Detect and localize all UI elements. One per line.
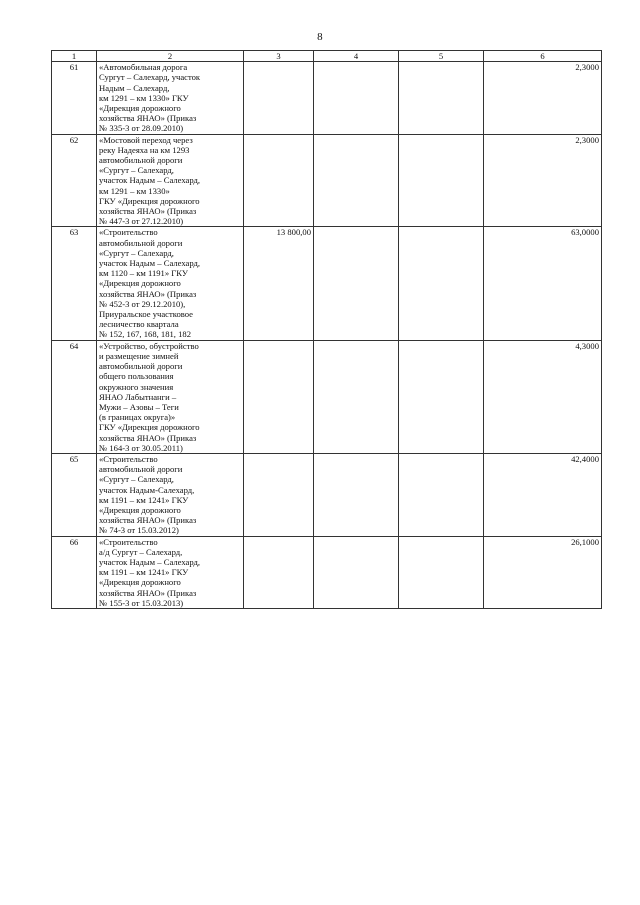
value-cell: 42,4000 bbox=[484, 453, 602, 536]
description-cell: «Устройство, обустройство и размещение зимней автомобильной дороги общего пользования окружного значения ЯНАО Лабытнанги – Мужи – Азовы – Теги (в границах округа)» ГКУ «Дирекция дорожного хозяйства ЯНАО» (Приказ № 164-3 от 30.05.2011) bbox=[97, 340, 244, 453]
table-header-row bbox=[52, 51, 602, 62]
column-header: 6 bbox=[484, 51, 602, 62]
column-5-cell bbox=[399, 134, 484, 227]
row-number-cell: 62 bbox=[52, 134, 97, 227]
description-cell: «Строительство автомобильной дороги «Сургут – Салехард, участок Надым-Салехард, км 1191 – км 1241» ГКУ «Дирекция дорожного хозяйства ЯНАО» (Приказ № 74-3 от 15.03.2012) bbox=[97, 453, 244, 536]
column-3-cell bbox=[244, 536, 314, 608]
table-row bbox=[52, 62, 602, 134]
table-row bbox=[52, 536, 602, 608]
column-header: 5 bbox=[399, 51, 484, 62]
row-number-cell: 66 bbox=[52, 536, 97, 608]
column-header: 3 bbox=[244, 51, 314, 62]
value-cell: 63,0000 bbox=[484, 227, 602, 340]
column-4-cell bbox=[314, 453, 399, 536]
column-3-cell: 13 800,00 bbox=[244, 227, 314, 340]
value-cell: 4,3000 bbox=[484, 340, 602, 453]
column-5-cell bbox=[399, 340, 484, 453]
row-number-cell: 63 bbox=[52, 227, 97, 340]
column-5-cell bbox=[399, 227, 484, 340]
row-number-cell: 61 bbox=[52, 62, 97, 134]
column-header: 4 bbox=[314, 51, 399, 62]
column-4-cell bbox=[314, 227, 399, 340]
row-number-cell: 64 bbox=[52, 340, 97, 453]
page-number: 8 bbox=[317, 31, 323, 43]
description-cell: «Строительство автомобильной дороги «Сургут – Салехард, участок Надым – Салехард, км 1120 – км 1191» ГКУ «Дирекция дорожного хозяйства ЯНАО» (Приказ № 452-3 от 29.12.2010), Приуральское участковое лесничество квартала № 152, 167, 168, 181, 182 bbox=[97, 227, 244, 340]
value-cell: 2,3000 bbox=[484, 134, 602, 227]
description-cell: «Мостовой переход через реку Надеяха на км 1293 автомобильной дороги «Сургут – Салехард, участок Надым – Салехард, км 1291 – км 1330» ГКУ «Дирекция дорожного хозяйства ЯНАО» (Приказ № 447-3 от 27.12.2010) bbox=[97, 134, 244, 227]
column-5-cell bbox=[399, 62, 484, 134]
column-4-cell bbox=[314, 62, 399, 134]
column-header: 1 bbox=[52, 51, 97, 62]
column-3-cell bbox=[244, 453, 314, 536]
description-cell: «Строительство a/д Сургут – Салехард, участок Надым – Салехард, км 1191 – км 1241» ГКУ «Дирекция дорожного хозяйства ЯНАО» (Приказ № 155-3 от 15.03.2013) bbox=[97, 536, 244, 608]
table-row bbox=[52, 227, 602, 340]
table-row bbox=[52, 453, 602, 536]
row-number-cell: 65 bbox=[52, 453, 97, 536]
column-3-cell bbox=[244, 340, 314, 453]
column-5-cell bbox=[399, 453, 484, 536]
description-cell: «Автомобильная дорога Сургут – Салехард, участок Надым – Салехард, км 1291 – км 1330» ГКУ «Дирекция дорожного хозяйства ЯНАО» (Приказ № 335-3 от 28.09.2010) bbox=[97, 62, 244, 134]
value-cell: 26,1000 bbox=[484, 536, 602, 608]
table-row bbox=[52, 134, 602, 227]
column-4-cell bbox=[314, 536, 399, 608]
column-5-cell bbox=[399, 536, 484, 608]
column-3-cell bbox=[244, 62, 314, 134]
data-table bbox=[51, 50, 602, 609]
table-row bbox=[52, 340, 602, 453]
column-3-cell bbox=[244, 134, 314, 227]
value-cell: 2,3000 bbox=[484, 62, 602, 134]
column-header: 2 bbox=[97, 51, 244, 62]
column-4-cell bbox=[314, 340, 399, 453]
table-body bbox=[52, 51, 602, 609]
column-4-cell bbox=[314, 134, 399, 227]
